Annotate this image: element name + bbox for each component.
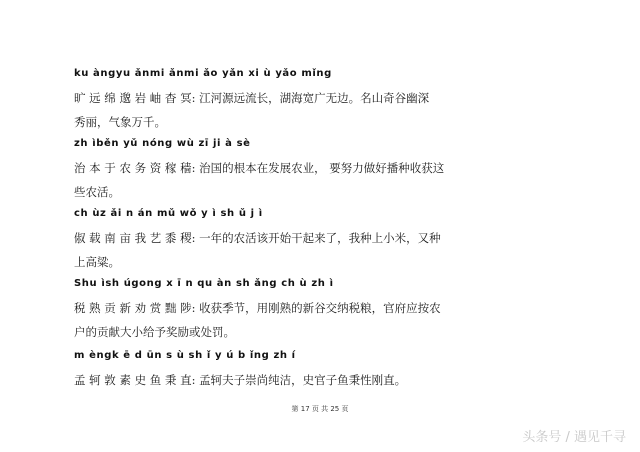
entry-1-line-2: 秀丽，气象万千。 bbox=[74, 115, 166, 129]
entry-3-pinyin: ch ùz ǎi n án mǔ wǒ y ì sh ǔ j ì bbox=[74, 208, 263, 219]
entry-2-pinyin: zh ìběn yǔ nóng wù zī ji à sè bbox=[74, 138, 251, 149]
entry-1-line-1: 旷 远 绵 邈 岩 岫 杳 冥: 江河源远流长，湖海宽广无边。名山奇谷幽深 bbox=[74, 91, 430, 105]
entry-4-pinyin: Shu ìsh úgong x ī n qu àn sh ǎng ch ù zh ì bbox=[74, 278, 334, 289]
entry-4-line-1: 税 熟 贡 新 劝 赏 黜 陟: 收获季节，用刚熟的新谷交纳税粮，官府应按农 bbox=[74, 301, 441, 315]
entry-1-pinyin: ku àngyu ǎnmi ǎnmi ǎo yǎn xi ù yǎo mǐng bbox=[74, 68, 332, 79]
entry-3-line-1: 俶 载 南 亩 我 艺 黍 稷: 一年的农活该开始干起来了，我种上小米，又种 bbox=[74, 231, 441, 245]
entry-5-line-1: 孟 轲 敦 素 史 鱼 秉 直: 孟轲夫子崇尚纯洁，史官子鱼秉性刚直。 bbox=[74, 373, 407, 387]
entry-5-pinyin: m èngk ē d ūn s ù sh ǐ y ú b ǐng zh í bbox=[74, 350, 296, 361]
entry-2-line-2: 些农活。 bbox=[74, 185, 120, 199]
page-footer: 第 17 页 共 25 页 bbox=[291, 405, 349, 413]
watermark: 头条号 / 遇见千寻 bbox=[522, 430, 626, 445]
entry-2-line-1: 治 本 于 农 务 资 稼 穑: 治国的根本在发展农业， 要努力做好播种收获这 bbox=[74, 161, 445, 175]
entry-4-line-2: 户的贡献大小给予奖励或处罚。 bbox=[74, 325, 235, 339]
entry-3-line-2: 上高粱。 bbox=[74, 255, 120, 269]
